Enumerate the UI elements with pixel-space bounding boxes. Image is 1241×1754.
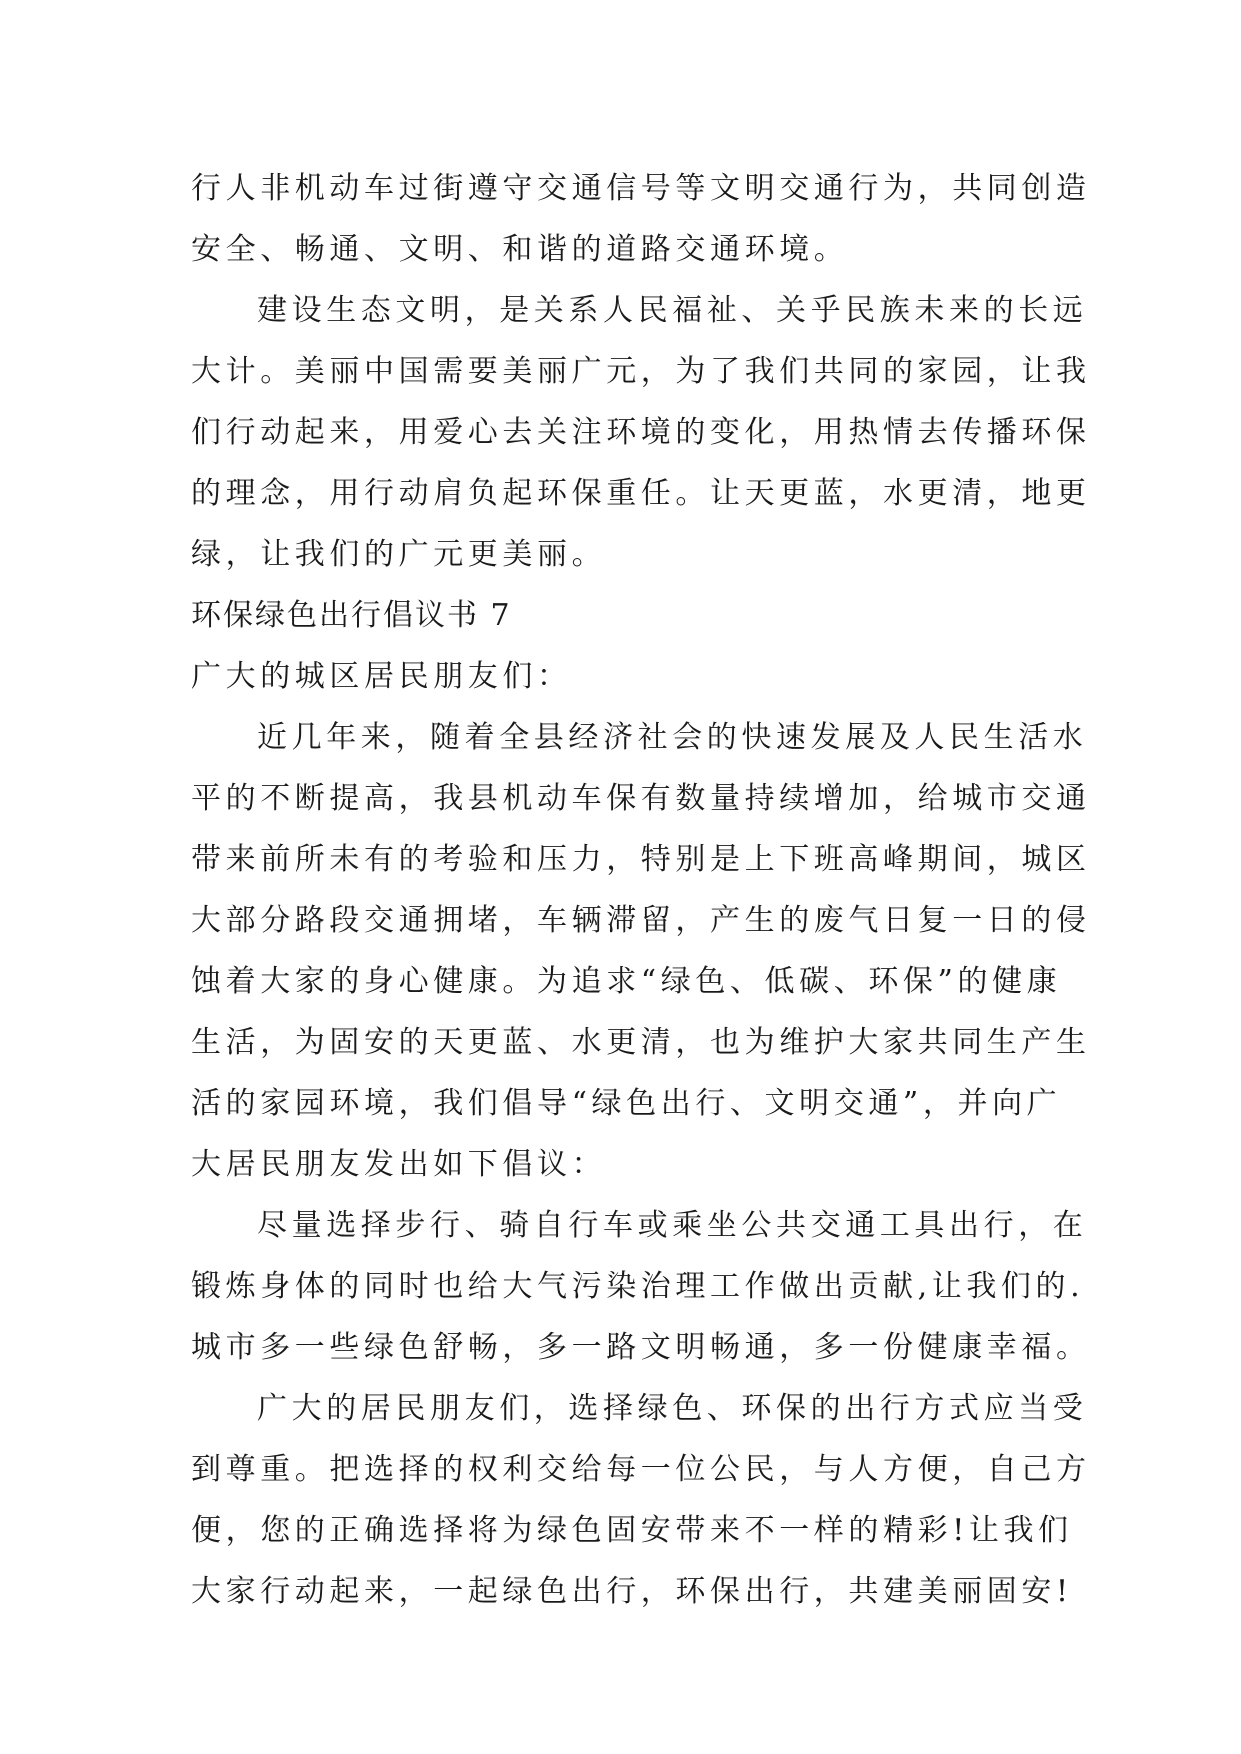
body-line: 的理念，用行动肩负起环保重任。让天更蓝，水更清，地更	[191, 476, 1091, 511]
body-line: 生活，为固安的天更蓝、水更清，也为维护大家共同生产生	[191, 1025, 1091, 1060]
body-line: 大家行动起来，一起绿色出行，环保出行，共建美丽固安!	[191, 1574, 1073, 1609]
paragraph-start-line: 近几年来，随着全县经济社会的快速发展及人民生活水	[257, 720, 1088, 755]
body-line: 大计。美丽中国需要美丽广元，为了我们共同的家园，让我	[191, 354, 1091, 389]
section-title: 环保绿色出行倡议书 7	[191, 598, 512, 633]
body-line: 城市多一些绿色舒畅，多一路文明畅通，多一份健康幸福。	[191, 1330, 1091, 1365]
body-line: 蚀着大家的身心健康。为追求“绿色、低碳、环保”的健康	[191, 964, 1062, 999]
document-body	[191, 158, 1091, 1622]
body-line: 安全、畅通、文明、和谐的道路交通环境。	[191, 232, 849, 267]
salutation: 广大的城区居民朋友们：	[191, 659, 572, 694]
body-line: 便，您的正确选择将为绿色固安带来不一样的精彩!让我们	[191, 1513, 1073, 1548]
body-line: 平的不断提高，我县机动车保有数量持续增加，给城市交通	[191, 781, 1091, 816]
body-line: 活的家园环境，我们倡导“绿色出行、文明交通”，并向广	[191, 1086, 1062, 1121]
body-line: 大部分路段交通拥堵，车辆滞留，产生的废气日复一日的侵	[191, 903, 1091, 938]
body-line: 行人非机动车过街遵守交通信号等文明交通行为，共同创造	[191, 171, 1091, 206]
body-line: 绿，让我们的广元更美丽。	[191, 537, 607, 572]
paragraph-start-line: 建设生态文明，是关系人民福祉、关乎民族未来的长远	[257, 293, 1088, 328]
body-line: 到尊重。把选择的权利交给每一位公民，与人方便，自己方	[191, 1452, 1091, 1487]
paragraph-start-line: 尽量选择步行、骑自行车或乘坐公共交通工具出行，在	[257, 1208, 1088, 1243]
body-line: 们行动起来，用爱心去关注环境的变化，用热情去传播环保	[191, 415, 1091, 450]
body-line: 带来前所未有的考验和压力，特别是上下班高峰期间，城区	[191, 842, 1091, 877]
body-line: 锻炼身体的同时也给大气污染治理工作做出贡献,让我们的.	[191, 1269, 1085, 1304]
paragraph-start-line: 广大的居民朋友们，选择绿色、环保的出行方式应当受	[257, 1391, 1088, 1426]
body-line: 大居民朋友发出如下倡议：	[191, 1147, 607, 1182]
